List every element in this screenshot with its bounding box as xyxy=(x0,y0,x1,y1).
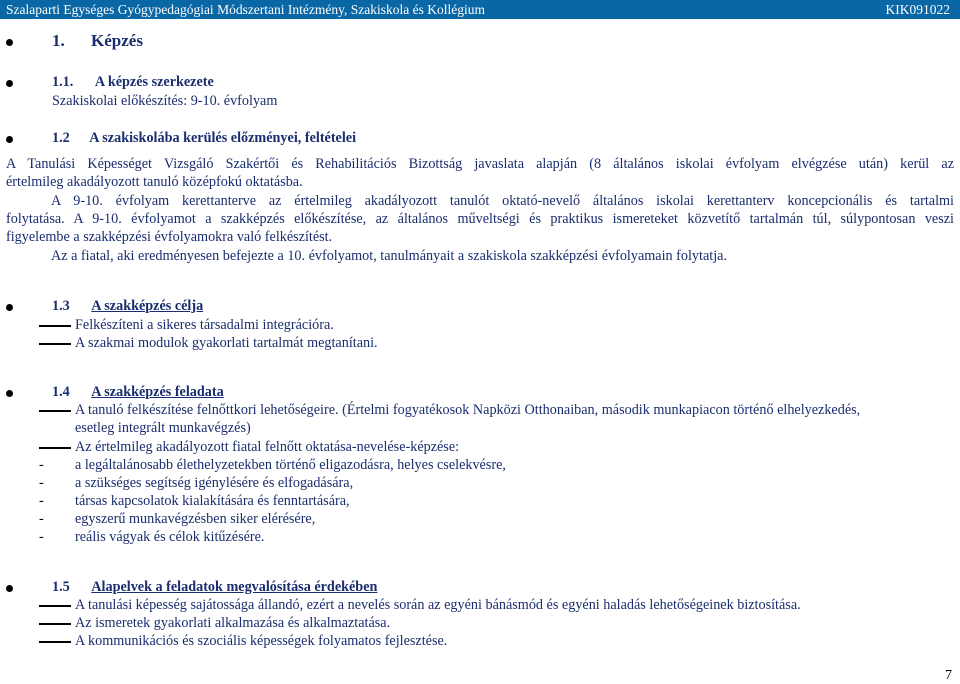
section-heading-1 xyxy=(52,32,143,50)
paragraph-line: A Tanulási Képességet Vizsgáló Szakértői és Rehabilitációs Bizottság javaslata alapján (8 általános iskolai évfolyam elvégzése után) kerül az xyxy=(6,156,954,172)
sub-list-item: társas kapcsolatok kialakítására és fenntartására, xyxy=(75,493,350,509)
hyphen-marker: - xyxy=(39,511,44,527)
subsection-heading-1-5 xyxy=(52,578,377,596)
subsection-title: A szakképzés célja xyxy=(91,298,204,314)
subsection-number: 1.5 xyxy=(52,579,70,595)
list-item: A kommunikációs és szociális képességek folyamatos fejlesztése. xyxy=(75,633,448,649)
sub-list-item: egyszerű munkavégzésben siker elérésére, xyxy=(75,511,316,527)
header-code: KIK091022 xyxy=(885,2,950,17)
bullet-icon xyxy=(6,80,13,87)
dash-icon xyxy=(39,641,71,643)
paragraph-line: értelmileg akadályozott tanuló középfokú oktatásba. xyxy=(6,174,303,190)
subsection-body: Szakiskolai előkészítés: 9-10. évfolyam xyxy=(52,93,278,109)
paragraph-continuation: Az a fiatal, aki eredményesen befejezte a 10. évfolyamot, tanulmányait a szakiskola szakképzési évfolyamain folytatja. xyxy=(51,248,727,264)
sub-list-item: reális vágyak és célok kitűzésére. xyxy=(75,529,265,545)
subsection-heading-1-4 xyxy=(52,383,224,401)
page-number: 7 xyxy=(945,668,952,683)
subsection-title: Alapelvek a feladatok megvalósítása érdekében xyxy=(91,579,378,595)
section-number: 1. xyxy=(52,31,65,50)
subsection-heading-1-1 xyxy=(52,73,214,91)
dash-icon xyxy=(39,623,71,625)
subsection-number: 1.4 xyxy=(52,384,70,400)
list-item-line: A tanuló felkészítése felnőttkori lehetőségeire. (Értelmi fogyatékosok Napközi Otthonaiban, második munkapiacon történő elhelyezkedés, xyxy=(75,402,861,418)
paragraph-curriculum xyxy=(6,192,954,246)
list-item xyxy=(75,401,860,437)
paragraph-admission xyxy=(6,155,954,191)
subsection-heading-1-2 xyxy=(52,129,356,147)
subsection-title: A szakképzés feladata xyxy=(91,384,224,400)
list-item: Az értelmileg akadályozott fiatal felnőtt oktatása-nevelése-képzése: xyxy=(75,439,460,455)
running-header xyxy=(0,0,960,19)
dash-icon xyxy=(39,605,71,607)
hyphen-marker: - xyxy=(39,457,44,473)
bullet-icon xyxy=(6,39,13,46)
subsection-title: A képzés szerkezete xyxy=(94,74,214,90)
list-item: Felkészíteni a sikeres társadalmi integrációra. xyxy=(75,317,334,333)
list-item: A tanulási képesség sajátossága állandó, ezért a nevelés során az egyéni bánásmód és egyéni haladás lehetőségeinek biztosítása. xyxy=(75,597,801,613)
subsection-heading-1-3 xyxy=(52,297,203,315)
list-item-line: esetleg integrált munkavégzés) xyxy=(75,420,251,436)
list-item: Az ismeretek gyakorlati alkalmazása és alkalmaztatása. xyxy=(75,615,391,631)
sub-list-item: a legáltalánosabb élethelyzetekben történő eligazodásra, helyes cselekvésre, xyxy=(75,457,506,473)
hyphen-marker: - xyxy=(39,493,44,509)
paragraph-line: folytatása. A 9-10. évfolyamot a szakképzés előkészítése, az általános műveltségi és praktikus ismereteket közvetítő tartalmán túl, súlypontosan veszi xyxy=(6,211,954,227)
sub-list-item: a szükséges segítség igénylésére és elfogadására, xyxy=(75,475,354,491)
section-title: Képzés xyxy=(91,31,143,50)
bullet-icon xyxy=(6,390,13,397)
paragraph-line: A 9-10. évfolyam kerettanterve az értelmileg akadályozott tanulót oktató-nevelő általános iskolai kerettanterv koncepcionális és tartalmi xyxy=(51,193,954,209)
paragraph-line: figyelembe a szakképzési évfolyamokra való felkészítést. xyxy=(6,229,333,245)
hyphen-marker: - xyxy=(39,529,44,545)
hyphen-marker: - xyxy=(39,475,44,491)
subsection-number: 1.2 xyxy=(52,130,70,146)
bullet-icon xyxy=(6,136,13,143)
dash-icon xyxy=(39,325,71,327)
subsection-title: A szakiskolába kerülés előzményei, feltételei xyxy=(89,130,357,146)
subsection-number: 1.1. xyxy=(52,74,74,90)
list-item: A szakmai modulok gyakorlati tartalmát megtanítani. xyxy=(75,335,378,351)
header-organization: Szalaparti Egységes Gyógypedagógiai Módszertani Intézmény, Szakiskola és Kollégium xyxy=(6,2,485,17)
bullet-icon xyxy=(6,304,13,311)
dash-icon xyxy=(39,410,71,412)
dash-icon xyxy=(39,343,71,345)
subsection-number: 1.3 xyxy=(52,298,70,314)
bullet-icon xyxy=(6,585,13,592)
dash-icon xyxy=(39,447,71,449)
